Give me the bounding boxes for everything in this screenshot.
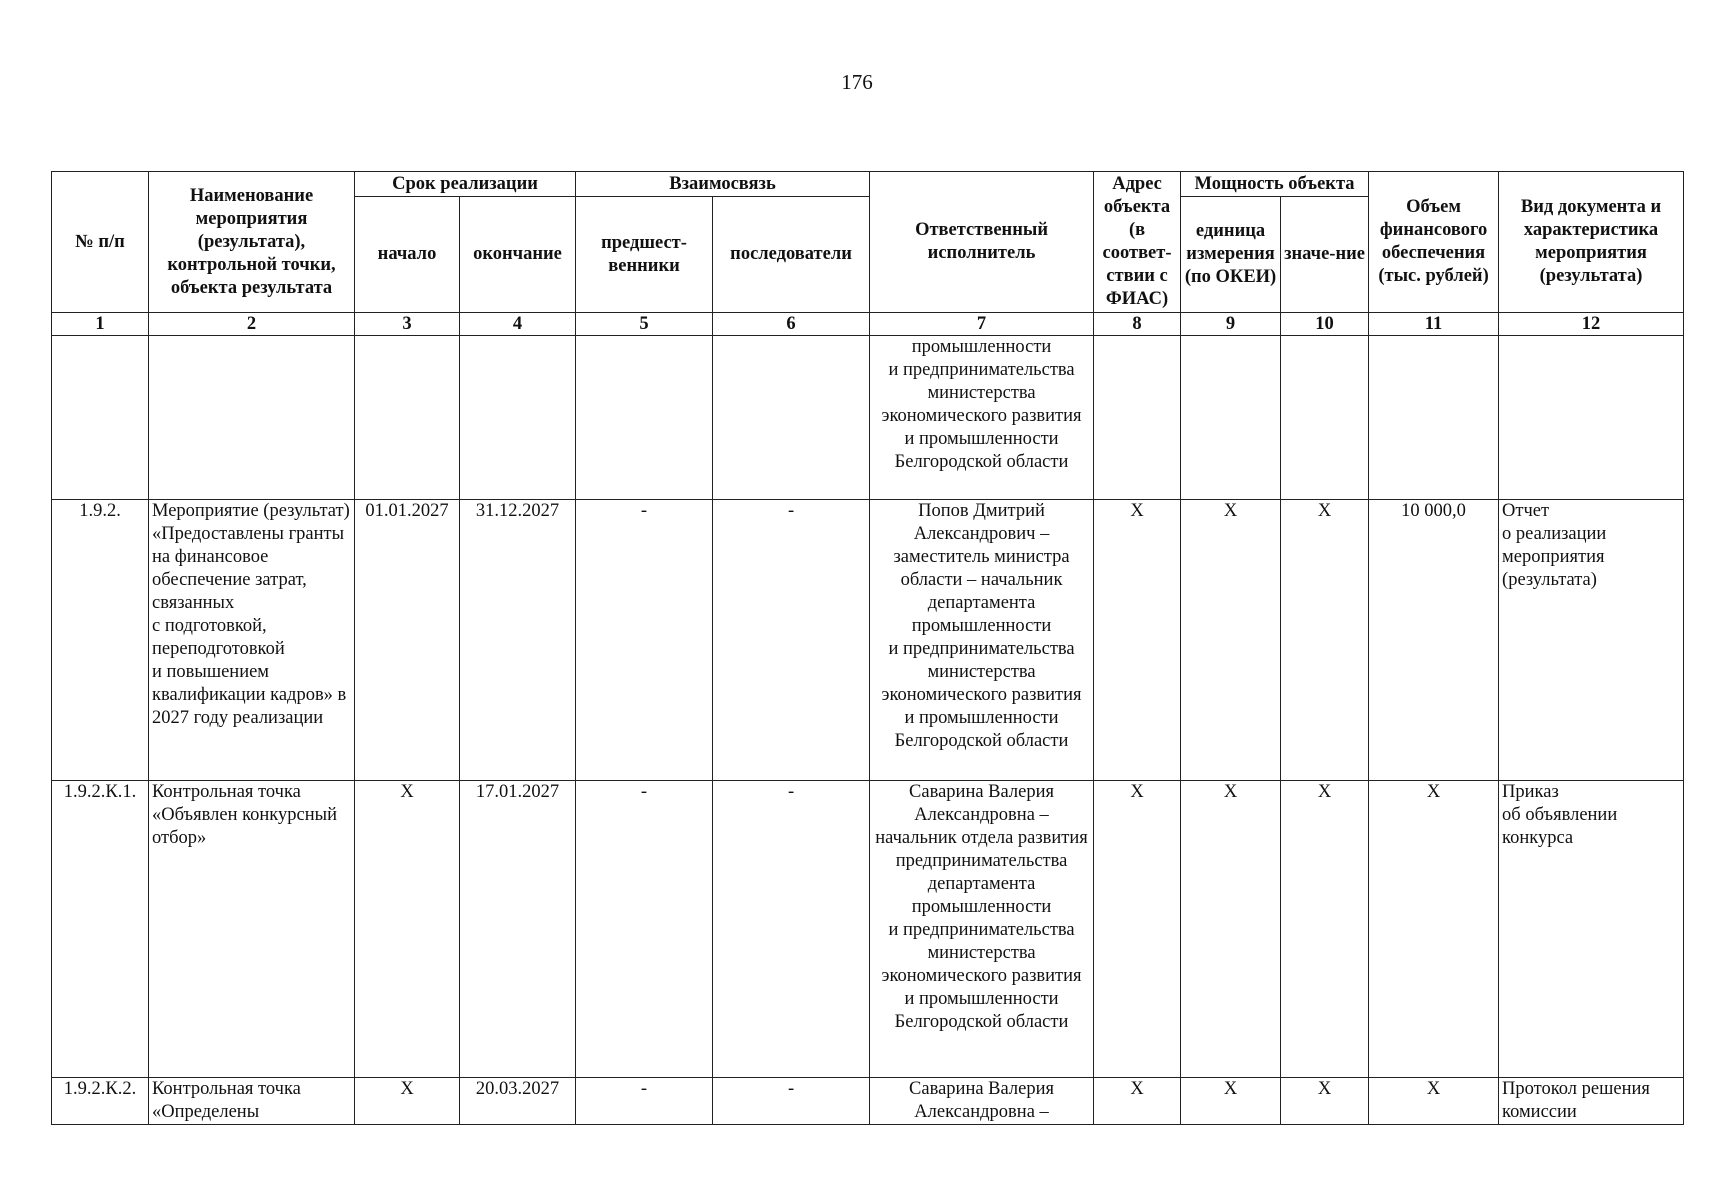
cell-name: Контрольная точка «Определены <box>149 1078 355 1125</box>
cell-end: 17.01.2027 <box>460 781 576 1078</box>
cell-predecessors: - <box>576 781 713 1078</box>
cell-document: Протокол решения комиссии <box>1499 1078 1684 1125</box>
cell-address: X <box>1094 781 1181 1078</box>
header-finance: Объем финансового обеспечения (тыс. рублей) <box>1369 172 1499 313</box>
cell-finance: 10 000,0 <box>1369 500 1499 781</box>
header-address: Адрес объекта (в соответ-ствии с ФИАС) <box>1094 172 1181 313</box>
column-number: 12 <box>1499 313 1684 336</box>
cell-unit: X <box>1181 781 1281 1078</box>
cell-responsible: промышленности и предпринимательства министерства экономического развития и промышленности Белгородской области <box>870 336 1094 500</box>
cell-end: 20.03.2027 <box>460 1078 576 1125</box>
cell-document <box>1499 336 1684 500</box>
column-number: 4 <box>460 313 576 336</box>
header-name: Наименование мероприятия (результата), контрольной точки, объекта результата <box>149 172 355 313</box>
header-end: окончание <box>460 197 576 313</box>
cell-number: 1.9.2.К.1. <box>52 781 149 1078</box>
column-number: 2 <box>149 313 355 336</box>
cell-responsible: Саварина Валерия Александровна – <box>870 1078 1094 1125</box>
cell-address <box>1094 336 1181 500</box>
column-number: 8 <box>1094 313 1181 336</box>
header-capacity-group: Мощность объекта <box>1181 172 1369 197</box>
column-number: 1 <box>52 313 149 336</box>
cell-predecessors: - <box>576 1078 713 1125</box>
header-value: значе-ние <box>1281 197 1369 313</box>
cell-start <box>355 336 460 500</box>
header-predecessors: предшест-венники <box>576 197 713 313</box>
cell-start: 01.01.2027 <box>355 500 460 781</box>
cell-value: X <box>1281 500 1369 781</box>
cell-unit: X <box>1181 500 1281 781</box>
column-number: 5 <box>576 313 713 336</box>
cell-name: Контрольная точка «Объявлен конкурсный отбор» <box>149 781 355 1078</box>
header-link-group: Взаимосвязь <box>576 172 870 197</box>
cell-name: Мероприятие (результат) «Предоставлены гранты на финансовое обеспечение затрат, связанных с подготовкой, переподготовкой и повышением квалификации кадров» в 2027 году реализации <box>149 500 355 781</box>
cell-value <box>1281 336 1369 500</box>
header-unit: единица измерения (по ОКЕИ) <box>1181 197 1281 313</box>
cell-end: 31.12.2027 <box>460 500 576 781</box>
action-plan-table <box>51 171 1684 1125</box>
cell-finance <box>1369 336 1499 500</box>
cell-unit: X <box>1181 1078 1281 1125</box>
table-row <box>52 781 1684 1078</box>
cell-finance: X <box>1369 781 1499 1078</box>
cell-predecessors <box>576 336 713 500</box>
column-number: 11 <box>1369 313 1499 336</box>
cell-value: X <box>1281 1078 1369 1125</box>
column-number: 10 <box>1281 313 1369 336</box>
table-body <box>52 336 1684 1125</box>
column-number: 3 <box>355 313 460 336</box>
table-row <box>52 500 1684 781</box>
cell-successors: - <box>713 1078 870 1125</box>
cell-start: X <box>355 781 460 1078</box>
cell-finance: X <box>1369 1078 1499 1125</box>
cell-name <box>149 336 355 500</box>
header-successors: последователи <box>713 197 870 313</box>
cell-predecessors: - <box>576 500 713 781</box>
cell-address: X <box>1094 500 1181 781</box>
column-number: 7 <box>870 313 1094 336</box>
cell-address: X <box>1094 1078 1181 1125</box>
table-row <box>52 1078 1684 1125</box>
cell-start: X <box>355 1078 460 1125</box>
header-number: № п/п <box>52 172 149 313</box>
table-header <box>52 172 1684 336</box>
cell-value: X <box>1281 781 1369 1078</box>
cell-document: Приказ об объявлении конкурса <box>1499 781 1684 1078</box>
column-number: 6 <box>713 313 870 336</box>
header-period-group: Срок реализации <box>355 172 576 197</box>
cell-unit <box>1181 336 1281 500</box>
column-number-row <box>52 313 1684 336</box>
cell-number: 1.9.2. <box>52 500 149 781</box>
cell-successors: - <box>713 781 870 1078</box>
header-document: Вид документа и характеристика мероприятия (результата) <box>1499 172 1684 313</box>
cell-number: 1.9.2.К.2. <box>52 1078 149 1125</box>
cell-number <box>52 336 149 500</box>
header-start: начало <box>355 197 460 313</box>
cell-responsible: Саварина Валерия Александровна – начальник отдела развития предпринимательства департамента промышленности и предпринимательства министерства экономического развития и промышленности Белгородской области <box>870 781 1094 1078</box>
cell-document: Отчет о реализации мероприятия (результата) <box>1499 500 1684 781</box>
page-number: 176 <box>841 70 873 94</box>
cell-successors <box>713 336 870 500</box>
table-row <box>52 336 1684 500</box>
cell-end <box>460 336 576 500</box>
column-number: 9 <box>1181 313 1281 336</box>
cell-successors: - <box>713 500 870 781</box>
cell-responsible: Попов Дмитрий Александрович – заместитель министра области – начальник департамента промышленности и предпринимательства министерства экономического развития и промышленности Белгородской области <box>870 500 1094 781</box>
header-responsible: Ответственный исполнитель <box>870 172 1094 313</box>
